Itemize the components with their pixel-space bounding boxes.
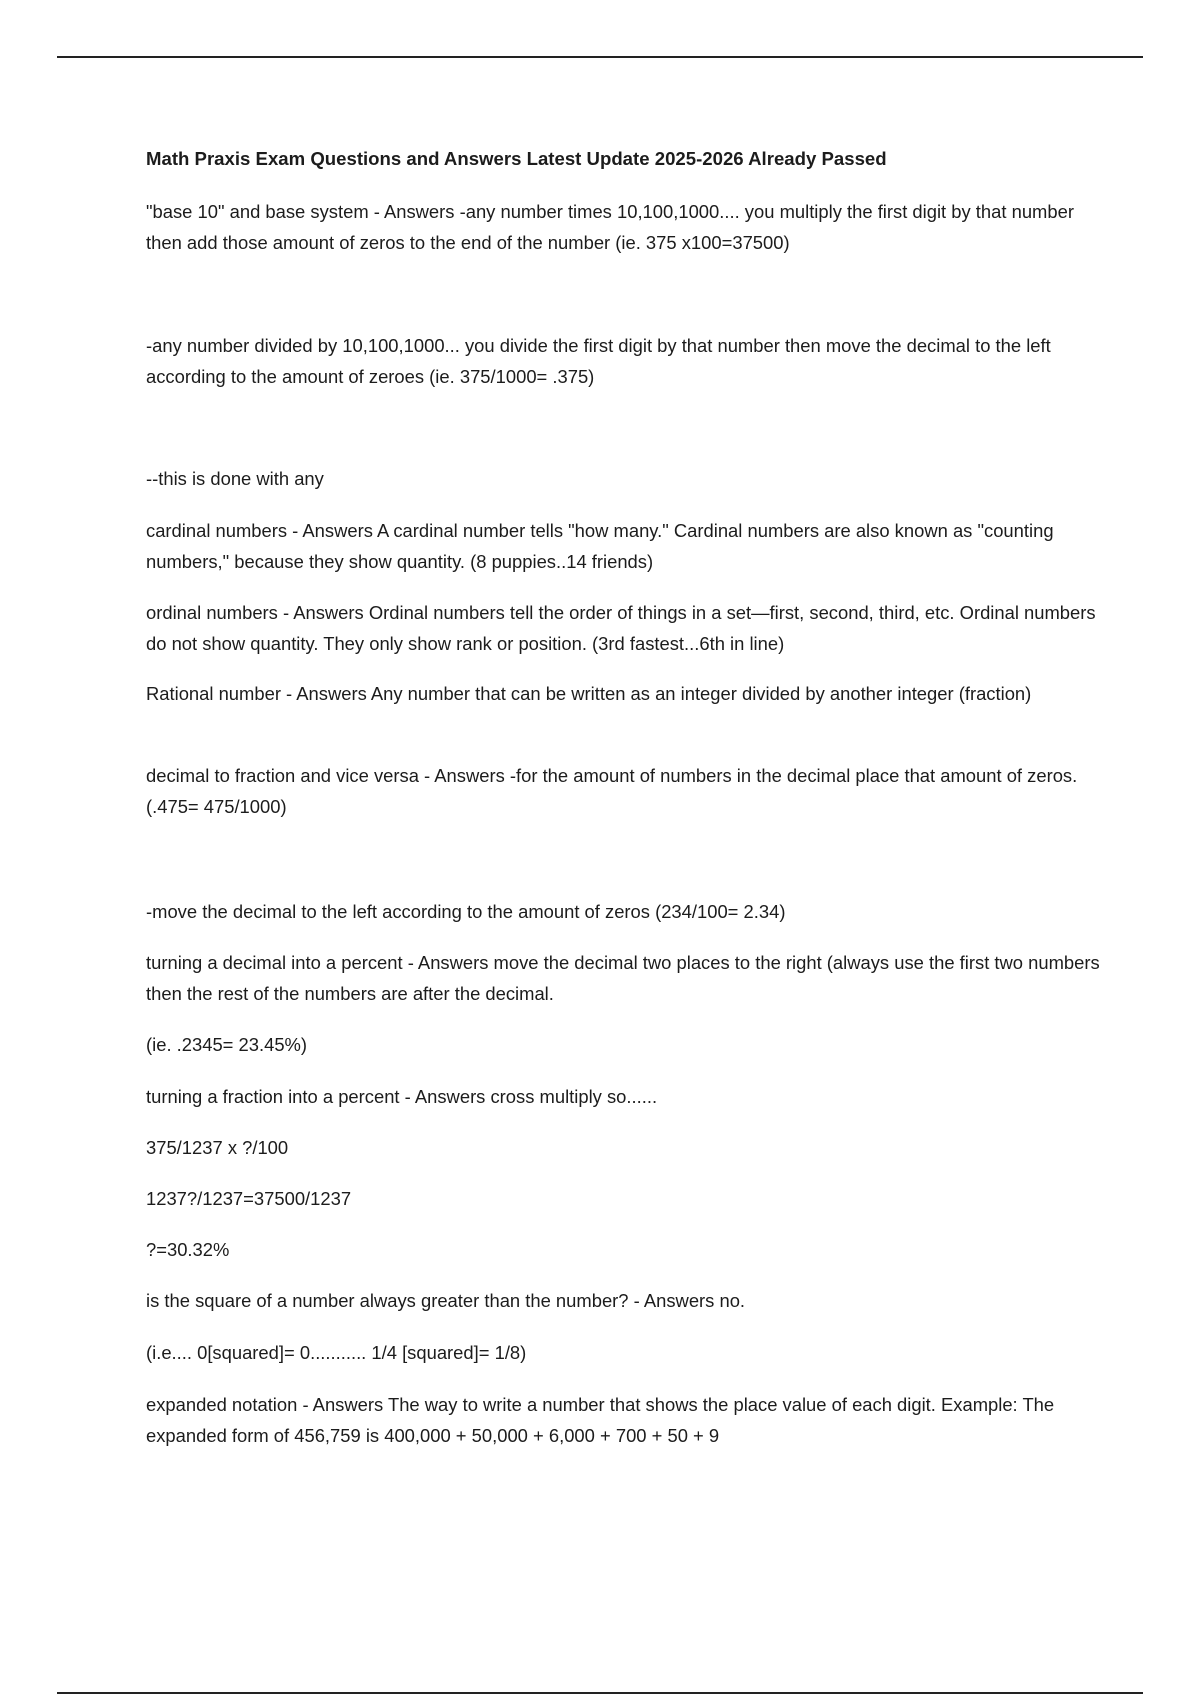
paragraph-base-10: "base 10" and base system - Answers -any number times 10,100,1000.... you multiply the first digit by that number then add those amount of zeros to the end of the number (ie. 375 x100=37500) [146, 201, 1074, 253]
footer-rule [57, 1692, 1143, 1694]
document-title: Math Praxis Exam Questions and Answers Latest Update 2025-2026 Already Passed [146, 148, 887, 169]
paragraph-rational-number: Rational number - Answers Any number that can be written as an integer divided by another integer (fraction) [146, 683, 1032, 704]
paragraph-equation-1: 375/1237 x ?/100 [146, 1137, 289, 1158]
paragraph-square-question: is the square of a number always greater than the number? - Answers no. [146, 1290, 746, 1311]
paragraph-expanded-notation: expanded notation - Answers The way to write a number that shows the place value of each digit. Example: The expanded form of 456,759 is 400,000 + 50,000 + 6,000 + 700 + 50 + 9 [146, 1394, 1055, 1446]
header-rule [57, 56, 1143, 58]
paragraph-decimal-to-fraction: decimal to fraction and vice versa - Answers -for the amount of numbers in the decimal place that amount of zeros. (.475= 475/1000) [146, 765, 1078, 817]
paragraph-fraction-to-percent: turning a fraction into a percent - Answers cross multiply so...... [146, 1086, 658, 1107]
paragraph-equation-2: 1237?/1237=37500/1237 [146, 1188, 352, 1209]
paragraph-divided-by: -any number divided by 10,100,1000... you divide the first digit by that number then move the decimal to the left according to the amount of zeroes (ie. 375/1000= .375) [146, 335, 1051, 387]
paragraph-ordinal-numbers: ordinal numbers - Answers Ordinal numbers tell the order of things in a set—first, second, third, etc. Ordinal numbers do not show quantity. They only show rank or position. (3rd fastest...6th in line) [146, 602, 1096, 654]
paragraph-move-decimal: -move the decimal to the left according to the amount of zeros (234/100= 2.34) [146, 901, 786, 922]
paragraph-decimal-example: (ie. .2345= 23.45%) [146, 1034, 308, 1055]
paragraph-done-with-any: --this is done with any [146, 468, 324, 489]
paragraph-square-example: (i.e.... 0[squared]= 0........... 1/4 [squared]= 1/8) [146, 1342, 527, 1363]
paragraph-cardinal-numbers: cardinal numbers - Answers A cardinal number tells "how many." Cardinal numbers are also known as "counting numbers," because they show quantity. (8 puppies..14 friends) [146, 520, 1054, 572]
paragraph-equation-3: ?=30.32% [146, 1239, 230, 1260]
paragraph-decimal-to-percent: turning a decimal into a percent - Answers move the decimal two places to the right (always use the first two numbers then the rest of the numbers are after the decimal. [146, 952, 1100, 1004]
